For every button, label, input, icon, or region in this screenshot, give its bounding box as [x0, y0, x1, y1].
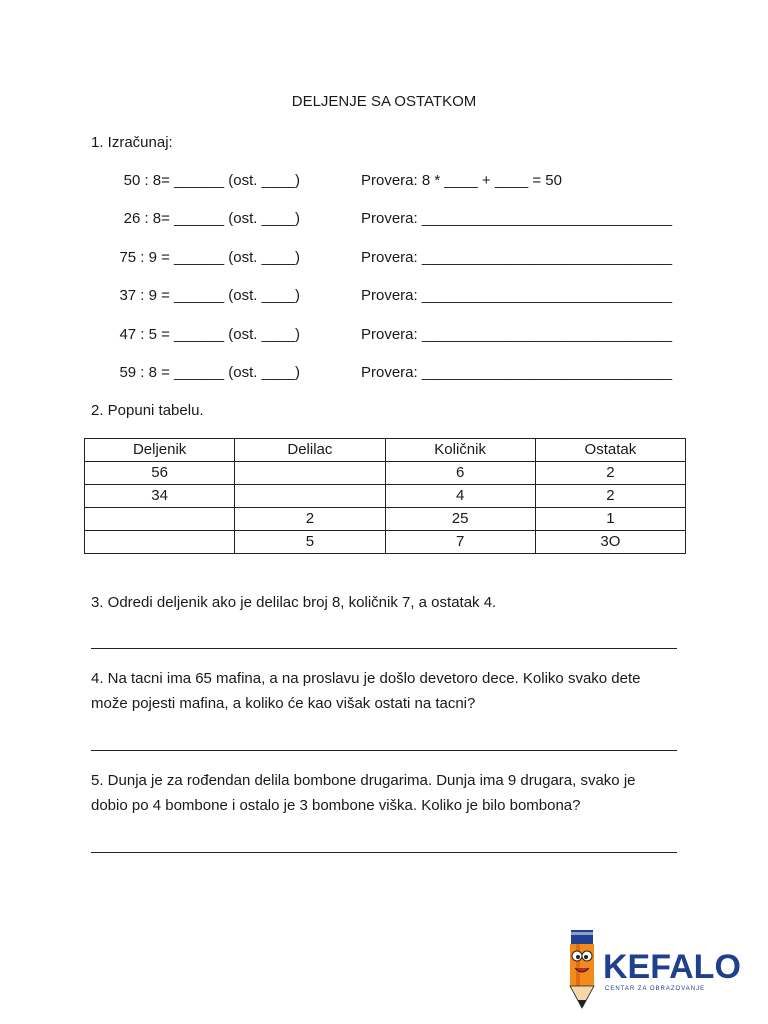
table-row: [85, 462, 686, 485]
division-table: [84, 438, 686, 554]
table-cell: 34: [85, 485, 235, 508]
task3-question: 3. Odredi deljenik ako je delilac broj 8, količnik 7, a ostatak 4.: [91, 594, 497, 611]
table-header-cell: Deljenik: [85, 439, 235, 462]
table-header-cell: Količnik: [385, 439, 535, 462]
table-cell: 5: [235, 531, 385, 554]
table-cell[interactable]: [85, 508, 235, 531]
page-title: DELJENJE SA OSTATKOM: [291, 93, 477, 110]
table-cell: 7: [385, 531, 535, 554]
table-cell[interactable]: [235, 462, 385, 485]
check-expression[interactable]: Provera: ______________________________: [361, 364, 673, 381]
division-expression[interactable]: 50 : 8= ______ (ost. ____): [123, 172, 300, 189]
table-row: [85, 508, 686, 531]
table-cell: 6: [385, 462, 535, 485]
task4-question-line1: 4. Na tacni ima 65 mafina, a na proslavu je došlo devetoro dece. Koliko svako dete: [91, 670, 641, 687]
task5-answer-line: [91, 852, 677, 853]
logo-tagline: CENTAR ZA OBRAZOVANJE: [605, 986, 706, 992]
kefalo-logo: [565, 926, 750, 1011]
task2-heading: 2. Popuni tabelu.: [91, 402, 204, 419]
table-cell: 2: [535, 462, 685, 485]
task4-answer-line: [91, 750, 677, 751]
table-cell: 2: [235, 508, 385, 531]
pencil-mascot-icon: [570, 930, 594, 1008]
task3-answer-line: [91, 648, 677, 649]
check-expression[interactable]: Provera: 8 * ____ + ____ = 50: [361, 172, 562, 189]
task5-question-line2: dobio po 4 bombone i ostalo je 3 bombone viška. Koliko je bilo bombona?: [91, 797, 581, 814]
table-cell: 25: [385, 508, 535, 531]
table-header-row: [85, 439, 686, 462]
check-expression[interactable]: Provera: ______________________________: [361, 210, 673, 227]
table-cell: 4: [385, 485, 535, 508]
table-cell: 1: [535, 508, 685, 531]
division-expression[interactable]: 75 : 9 = ______ (ost. ____): [119, 249, 300, 266]
table-cell: 2: [535, 485, 685, 508]
table-cell: 56: [85, 462, 235, 485]
table-row: [85, 531, 686, 554]
task1-heading: 1. Izračunaj:: [91, 134, 173, 151]
check-expression[interactable]: Provera: ______________________________: [361, 249, 673, 266]
division-expression[interactable]: 59 : 8 = ______ (ost. ____): [119, 364, 300, 381]
division-expression[interactable]: 26 : 8= ______ (ost. ____): [123, 210, 300, 227]
task4-question-line2: može pojesti mafina, a koliko će kao višak ostati na tacni?: [91, 695, 476, 712]
table-cell: 3O: [535, 531, 685, 554]
check-expression[interactable]: Provera: ______________________________: [361, 326, 673, 343]
division-expression[interactable]: 47 : 5 = ______ (ost. ____): [119, 326, 300, 343]
check-expression[interactable]: Provera: ______________________________: [361, 287, 673, 304]
table-row: [85, 485, 686, 508]
task5-question-line1: 5. Dunja je za rođendan delila bombone drugarima. Dunja ima 9 drugara, svako je: [91, 772, 636, 789]
division-expression[interactable]: 37 : 9 = ______ (ost. ____): [119, 287, 300, 304]
table-cell[interactable]: [235, 485, 385, 508]
logo-wordmark: KEFALO: [603, 948, 741, 986]
table-header-cell: Delilac: [235, 439, 385, 462]
table-header-cell: Ostatak: [535, 439, 685, 462]
table-cell[interactable]: [85, 531, 235, 554]
